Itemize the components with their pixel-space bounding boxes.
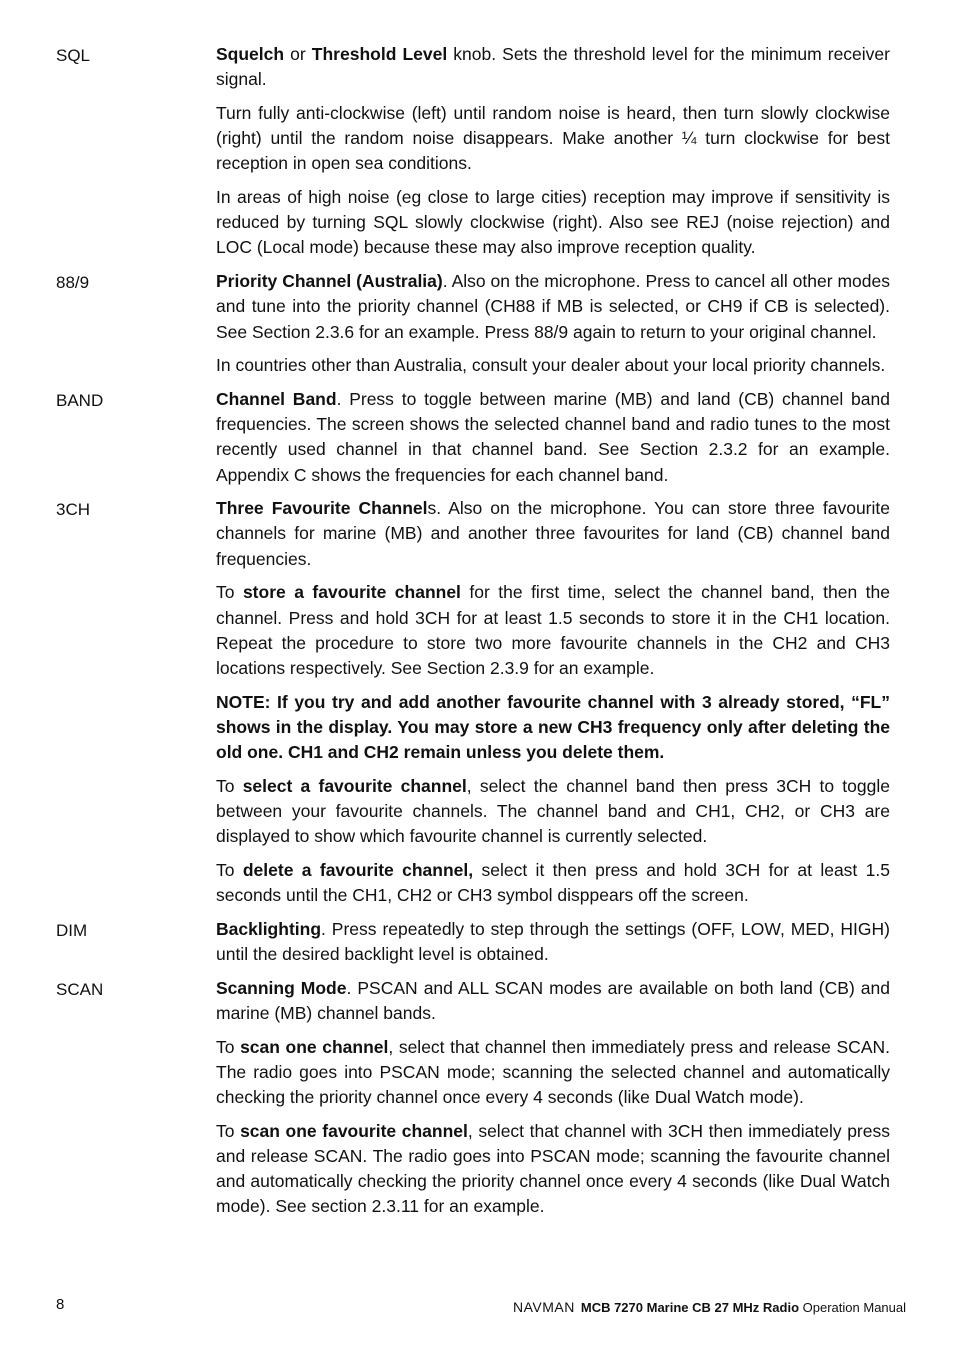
control-description: [216, 917, 890, 976]
body-text: . Press to toggle between marine (MB) and land (CB) channel band frequencies. The screen shows the selected channel band and radio tunes to the most recently used channel in that channel band. See Section 2.3.2 for an example. Appendix C shows the frequencies for each channel band.: [216, 388, 890, 485]
body-text: or: [284, 44, 312, 64]
bold-text: delete a favourite channel,: [242, 859, 474, 880]
control-entry: [56, 387, 890, 496]
bold-text: Squelch: [216, 44, 285, 64]
description-paragraph: [216, 101, 890, 177]
body-text: s. Also on the microphone. You can store three favourite channels for marine (MB) and another three favourites for land (CB) channel band frequencies.: [216, 498, 890, 569]
bold-text: Three Favourite Channel: [216, 498, 428, 519]
body-text: To: [216, 775, 243, 796]
control-entry: [56, 269, 890, 387]
bold-text: scan one favourite channel: [240, 1120, 468, 1141]
body-text: To: [216, 859, 243, 880]
body-text: , select that channel with 3CH then immediately press and release SCAN. The radio goes into PSCAN mode; scanning the favourite channel and automatically checking the priority channel once every 4 seconds (like Dual Watch mode). See section 2.3.11 for an example.: [216, 1120, 890, 1217]
control-key: 88/9: [56, 273, 90, 293]
bold-text: select a favourite channel: [242, 775, 467, 796]
body-text: , select the channel band then press 3CH to toggle between your favourite channels. The channel band and CH1, CH2, or CH3 are displayed to show which favourite channel is currently selected.: [216, 775, 890, 847]
control-key: SCAN: [56, 979, 104, 999]
description-paragraph: [216, 496, 890, 572]
body-text: select it then press and hold 3CH for at least 1.5 seconds until the CH1, CH2 or CH3 symbol disppears off the screen.: [216, 859, 890, 906]
body-text: In countries other than Australia, consult your dealer about your local priority channels.: [216, 355, 886, 376]
description-paragraph: [216, 269, 890, 345]
bold-text: NOTE: If you try and add another favourite channel with 3 already stored, “FL” shows in the display. You may store a new CH3 frequency only after deleting the old one. CH1 and CH2 remain unless you delete them.: [216, 691, 890, 763]
control-description: [216, 269, 890, 387]
bold-text: Threshold Level: [311, 44, 448, 64]
bold-text: Scanning Mode: [216, 977, 347, 998]
body-text: To: [216, 1036, 241, 1057]
description-paragraph: [216, 353, 890, 378]
manual-label: Operation Manual: [802, 1300, 906, 1315]
control-entry: [56, 496, 890, 917]
control-entry: [56, 42, 890, 269]
description-paragraph: [216, 858, 890, 908]
body-text: for the first time, select the channel band, then the channel. Press and hold 3CH for at least 1.5 seconds to store it in the CH1 location. Repeat the procedure to store two more favourite channels in the CH2 and CH3 locations respectively. See Section 2.3.9 for an example.: [216, 582, 890, 678]
control-entry: [56, 976, 890, 1228]
body-text: To: [216, 582, 243, 603]
description-paragraph: [216, 917, 890, 967]
control-description: [216, 496, 890, 917]
description-paragraph: [216, 580, 890, 681]
control-description: [216, 976, 890, 1228]
control-key: SQL: [56, 46, 91, 65]
description-paragraph: [216, 1119, 890, 1220]
description-paragraph: [216, 690, 890, 766]
body-text: knob. Sets the threshold level for the minimum receiver signal.: [216, 44, 890, 90]
footer-title: [513, 1299, 906, 1315]
description-paragraph: [216, 1035, 890, 1111]
control-key: DIM: [56, 920, 88, 940]
brand-name: NAVMAN: [513, 1299, 575, 1315]
bold-text: store a favourite channel: [242, 582, 461, 603]
description-paragraph: [216, 774, 890, 850]
document-body: [56, 42, 890, 1228]
body-text: Turn fully anti-clockwise (left) until random noise is heard, then turn slowly clockwise (right) until the random noise disappears. Make another ¼ turn clockwise for best reception in open sea conditions.: [216, 102, 890, 174]
control-entry: [56, 917, 890, 976]
control-key: 3CH: [56, 500, 91, 520]
control-description: [216, 387, 890, 496]
bold-text: scan one channel: [240, 1036, 389, 1057]
control-key: BAND: [56, 390, 104, 410]
body-text: . PSCAN and ALL SCAN modes are available on both land (CB) and marine (MB) channel bands.: [216, 977, 891, 1023]
model-name: MCB 7270 Marine CB 27 MHz Radio: [580, 1300, 800, 1315]
description-paragraph: [216, 42, 890, 92]
bold-text: Channel Band: [216, 388, 337, 409]
page-number: 8: [56, 1296, 65, 1313]
body-text: To: [216, 1120, 241, 1141]
body-text: In areas of high noise (eg close to large cities) reception may improve if sensitivity is reduced by turning SQL slowly clockwise (right). Also see REJ (noise rejection) and LOC (Local mode) because these may also improve reception quality.: [216, 187, 890, 258]
bold-text: Priority Channel (Australia): [216, 271, 443, 292]
description-paragraph: [216, 387, 890, 488]
body-text: . Press repeatedly to step through the settings (OFF, LOW, MED, HIGH) until the desired backlight level is obtained.: [216, 918, 890, 964]
body-text: . Also on the microphone. Press to cancel all other modes and tune into the priority channel (CH88 if MB is selected, or CH9 if CB is selected). See Section 2.3.6 for an example. Press 88/9 again to return to your original channel.: [216, 271, 890, 342]
bold-text: Backlighting: [216, 918, 322, 939]
description-paragraph: [216, 976, 890, 1026]
description-paragraph: [216, 185, 890, 261]
control-description: [216, 42, 890, 269]
body-text: , select that channel then immediately press and release SCAN. The radio goes into PSCAN mode; scanning the selected channel and automatically checking the priority channel once every 4 seconds (like Dual Watch mode).: [216, 1036, 890, 1108]
